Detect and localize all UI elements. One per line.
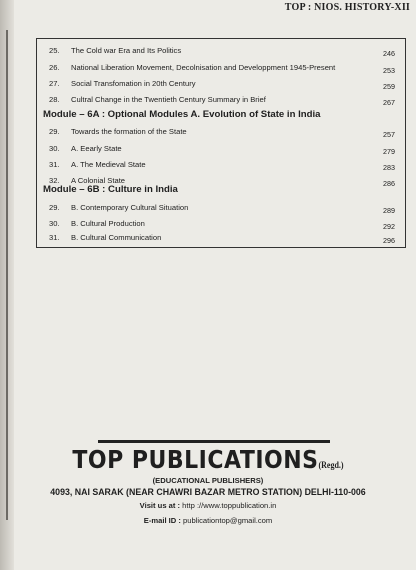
publisher-website [0,501,416,510]
toc-item-title: A. The Medieval State [71,160,146,169]
toc-item-number: 25. [49,46,60,55]
toc-item-page: 253 [383,66,395,75]
toc-item [49,144,395,157]
toc-item-title: B. Contemporary Cultural Situation [71,203,189,212]
toc-item-page: 283 [383,163,395,172]
toc-item-number: 31. [49,160,60,169]
toc-item [49,233,395,246]
toc-item-title: Towards the formation of the State [71,127,187,136]
toc-item-title: A. Eearly State [71,144,122,153]
toc-item-number: 29. [49,203,60,212]
website-url: http ://www.toppublication.in [182,501,277,510]
toc-item-title: Cultral Change in the Twentieth Century Summary in Brief [71,95,266,104]
toc-item-page: 267 [383,98,395,107]
table-of-contents [36,38,406,248]
toc-item-title: A Colonial State [71,176,126,185]
toc-item-number: 29. [49,127,60,136]
toc-item-title: Social Transfomation in 20th Century [71,79,196,88]
toc-item-number: 30. [49,144,60,153]
toc-item-page: 279 [383,147,395,156]
toc-item [49,127,395,140]
toc-item-page: 292 [383,222,395,231]
publisher-subtitle: (EDUCATIONAL PUBLISHERS) [152,476,264,485]
toc-item-title: The Cold war Era and Its Politics [71,46,182,55]
toc-item-page: 259 [383,82,395,91]
toc-item [49,79,395,92]
website-label: Visit us at : [139,501,181,510]
toc-item-number: 27. [49,79,60,88]
toc-item-number: 32. [49,176,60,185]
publisher-name [0,446,416,475]
toc-item-number: 31. [49,233,60,242]
email-label: E-mail ID : [143,516,181,525]
toc-item-number: 30. [49,219,60,228]
module-heading-6b: Module – 6B : Culture in India [43,184,178,195]
publisher-address: 4093, NAI SARAK (NEAR CHAWRI BAZAR METRO STATION) DELHI-110-006 [50,487,366,497]
toc-item-number: 26. [49,63,60,72]
toc-item-title: National Liberation Movement, Decolnisation and Developpment 1945-Present [71,63,336,72]
publisher-regd: (Regd.) [318,459,344,471]
toc-item-title: B. Cultural Production [71,219,145,228]
toc-item-page: 296 [383,236,395,245]
toc-item-page: 286 [383,179,395,188]
module-heading-6a: Module – 6A : Optional Modules A. Evolution of State in India [43,109,321,120]
toc-item [49,63,395,76]
toc-item [49,95,395,108]
toc-item-title: B. Cultural Communication [71,233,162,242]
toc-item-page: 257 [383,130,395,139]
toc-item-page: 289 [383,206,395,215]
toc-item-page: 246 [383,49,395,58]
running-header: TOP : NIOS. HISTORY-XII [284,2,410,13]
publisher-divider [98,440,330,443]
email-address: publicationtop@gmail.com [183,516,273,525]
toc-item [49,46,395,59]
toc-item [49,203,395,216]
publisher-email [0,516,416,525]
toc-item-number: 28. [49,95,60,104]
publisher-name-text: TOP PUBLICATIONS [72,446,319,475]
toc-item [49,160,395,173]
toc-item [49,219,395,232]
